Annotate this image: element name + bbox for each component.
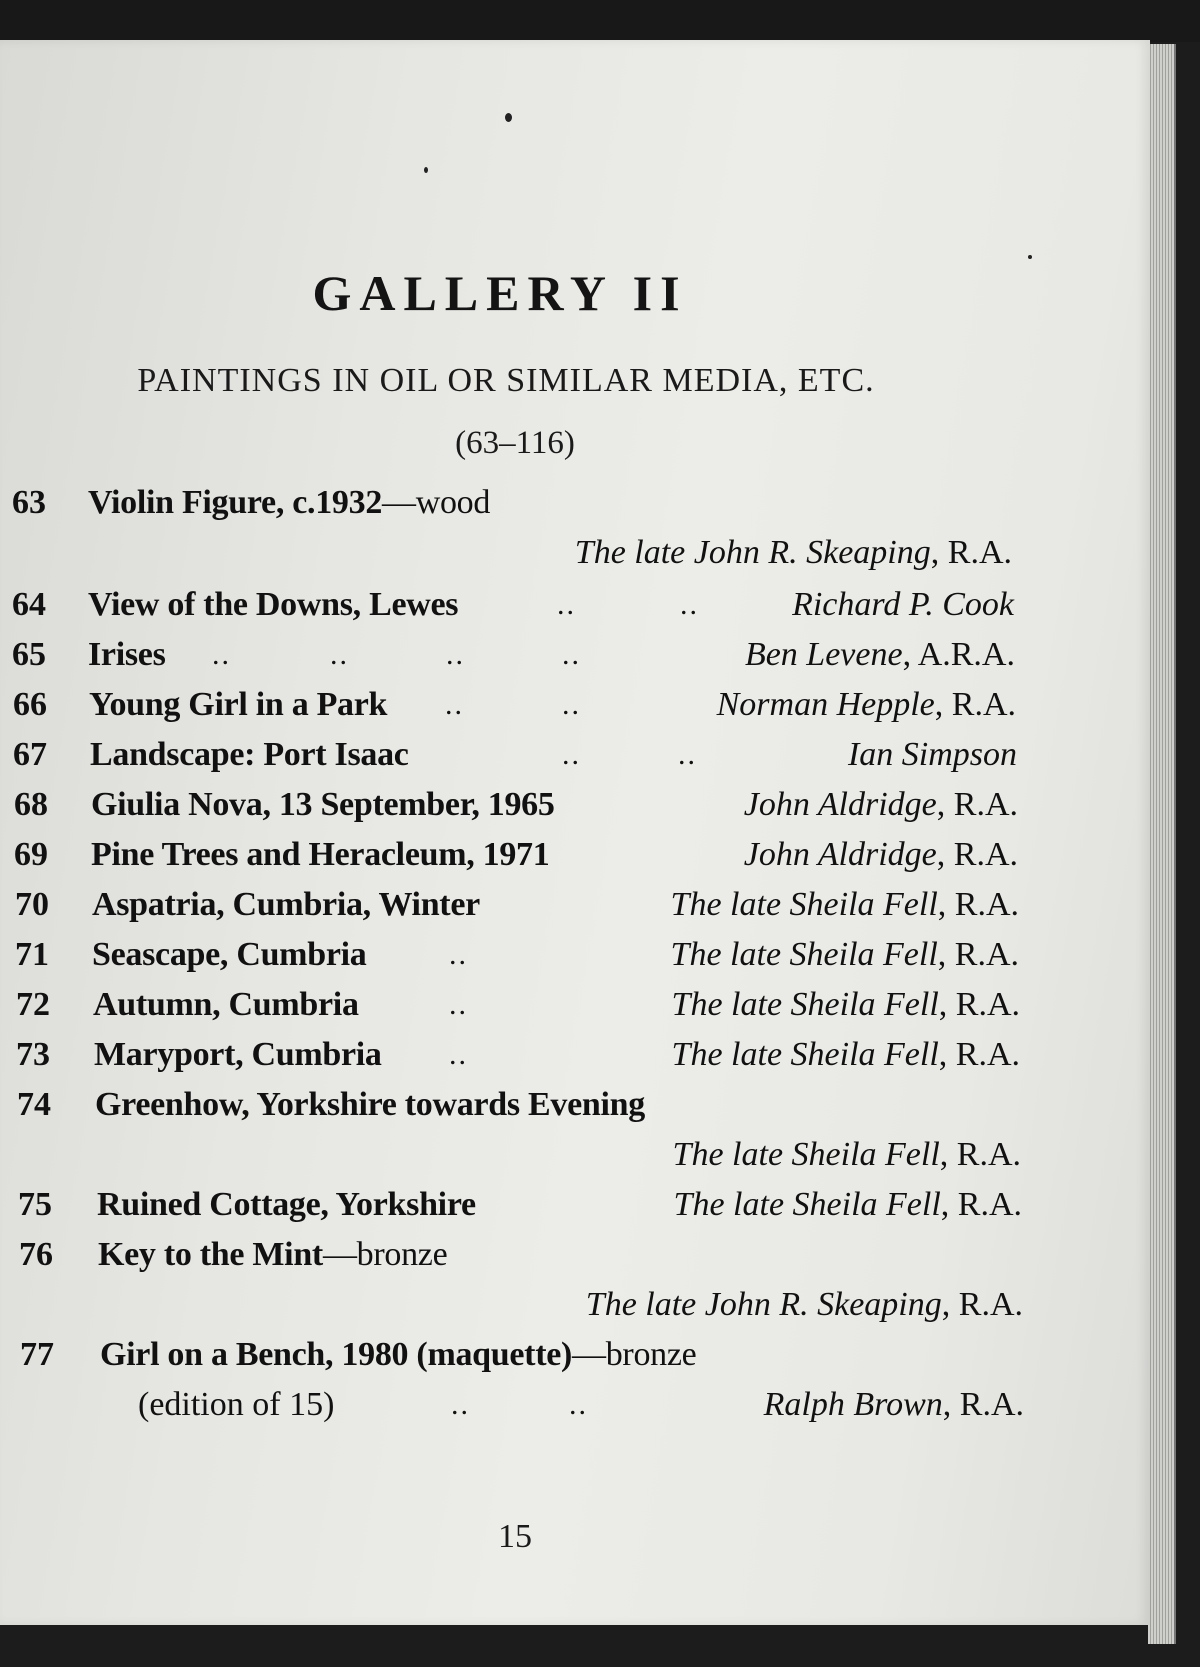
catalogue-entry (12, 585, 1014, 625)
entry-attribution: The late Sheila Fell, R.A. (671, 1036, 1020, 1073)
entry-number: 67 (13, 736, 47, 773)
catalogue-entry (15, 935, 1019, 975)
entry-number: 65 (12, 636, 46, 673)
entry-attribution: The late Sheila Fell, R.A. (671, 986, 1020, 1023)
entry-artist: Richard P. Cook (792, 586, 1014, 623)
catalogue-entry (12, 483, 1012, 523)
entry-artist: The late Sheila Fell (670, 886, 938, 923)
catalogue-entry (13, 685, 1016, 725)
entry-title: Pine Trees and Heracleum, 1971 (91, 836, 550, 873)
entry-number: 72 (16, 986, 50, 1023)
entry-number: 63 (12, 484, 46, 521)
entry-attribution: The late Sheila Fell, R.A. (672, 1136, 1021, 1173)
ink-speck (424, 167, 428, 173)
entry-artist: Ralph Brown (763, 1386, 943, 1423)
entry-number: 71 (15, 936, 49, 973)
leader-dots: .. (678, 738, 697, 771)
catalogue-entry (18, 1185, 1022, 1225)
entry-attribution: The late John R. Skeaping, R.A. (585, 1286, 1023, 1323)
entry-number: 68 (14, 786, 48, 823)
entry-artist: John Aldridge (743, 786, 937, 823)
entry-artist: The late Sheila Fell (672, 1136, 940, 1173)
top-border (0, 0, 1200, 42)
entry-artist: The late John R. Skeaping (574, 534, 931, 571)
leader-dots: .. (562, 638, 581, 671)
catalogue-entry (16, 985, 1020, 1025)
entry-attribution (848, 735, 1017, 775)
entry-artist: The late Sheila Fell (671, 986, 939, 1023)
entry-attribution (792, 585, 1014, 625)
entry-artist: The late Sheila Fell (673, 1186, 941, 1223)
entry-medium: —wood (382, 484, 491, 521)
entry-title: Violin Figure, c.1932—wood (88, 484, 491, 521)
leader-dots: .. (212, 638, 231, 671)
ink-speck (505, 113, 512, 122)
entry-artist: John Aldridge (743, 836, 937, 873)
entry-title: Irises (88, 636, 166, 673)
entry-attribution: Norman Hepple, R.A. (716, 686, 1016, 723)
catalogue-entry (20, 1335, 1024, 1375)
leader-dots: .. (451, 1388, 470, 1421)
entry-artist: The late Sheila Fell (671, 1036, 939, 1073)
entry-number: 74 (17, 1086, 51, 1123)
leader-dots: .. (562, 738, 581, 771)
entry-title: Landscape: Port Isaac (90, 736, 409, 773)
entry-number: 75 (18, 1186, 52, 1223)
leader-dots: .. (449, 988, 468, 1021)
entry-title: Greenhow, Yorkshire towards Evening (95, 1086, 645, 1123)
entry-artist: Ian Simpson (847, 736, 1017, 773)
entry-number: 77 (20, 1336, 54, 1373)
entry-note: (edition of 15) (138, 1386, 335, 1423)
entry-attribution: John Aldridge, R.A. (743, 786, 1018, 823)
leader-dots: .. (680, 588, 699, 621)
page-edges (1148, 44, 1176, 1644)
entry-title: Aspatria, Cumbria, Winter (92, 886, 480, 923)
catalogue-entry-attribution (12, 533, 1012, 573)
entry-number: 70 (15, 886, 49, 923)
entry-attribution: John Aldridge, R.A. (743, 836, 1018, 873)
catalogue-page (0, 40, 1150, 1625)
entry-title: Giulia Nova, 13 September, 1965 (91, 786, 555, 823)
entry-title: Key to the Mint—bronze (98, 1236, 448, 1273)
catalogue-entry-attribution (17, 1135, 1021, 1175)
entry-attribution: The late Sheila Fell, R.A. (670, 886, 1019, 923)
catalogue-range: (63–116) (455, 425, 575, 461)
leader-dots: .. (330, 638, 349, 671)
entry-title: Autumn, Cumbria (93, 986, 359, 1023)
entry-title: Maryport, Cumbria (94, 1036, 382, 1073)
catalogue-entry (16, 1035, 1020, 1075)
catalogue-entry-attribution (20, 1385, 1024, 1425)
entry-attribution: The late Sheila Fell, R.A. (673, 1186, 1022, 1223)
entry-medium: —bronze (322, 1236, 448, 1273)
catalogue-entry (19, 1235, 1023, 1275)
entry-attribution: The late John R. Skeaping, R.A. (574, 534, 1012, 571)
entry-artist: The late Sheila Fell (670, 936, 938, 973)
entry-title: Ruined Cottage, Yorkshire (97, 1186, 476, 1223)
catalogue-entry (12, 635, 1015, 675)
leader-dots: .. (445, 688, 464, 721)
leader-dots: .. (557, 588, 576, 621)
leader-dots: .. (446, 638, 465, 671)
entry-number: 64 (12, 586, 46, 623)
entry-artist: Ben Levene (744, 636, 903, 673)
entry-number: 73 (16, 1036, 50, 1073)
entry-title: Young Girl in a Park (89, 686, 388, 723)
page-number: 15 (498, 1518, 532, 1555)
entry-artist: The late John R. Skeaping (585, 1286, 942, 1323)
gallery-title: GALLERY II (312, 265, 688, 321)
ink-speck (1028, 255, 1032, 259)
section-subtitle: PAINTINGS IN OIL OR SIMILAR MEDIA, ETC. (137, 362, 875, 399)
catalogue-entry (17, 1085, 1021, 1125)
catalogue-entry (15, 885, 1019, 925)
catalogue-entry-attribution (19, 1285, 1023, 1325)
catalogue-entry (14, 785, 1018, 825)
leader-dots: .. (449, 938, 468, 971)
catalogue-entry (14, 835, 1018, 875)
leader-dots: .. (562, 688, 581, 721)
entry-number: 66 (13, 686, 47, 723)
entry-medium: —bronze (572, 1336, 697, 1373)
entry-number: 69 (14, 836, 48, 873)
entry-attribution: Ben Levene, A.R.A. (744, 636, 1015, 673)
leader-dots: .. (449, 1038, 468, 1071)
entry-title: View of the Downs, Lewes (88, 586, 459, 623)
leader-dots: .. (569, 1388, 588, 1421)
entry-number: 76 (19, 1236, 53, 1273)
entry-attribution: Ralph Brown, R.A. (763, 1386, 1024, 1423)
catalogue-entry (13, 735, 1017, 775)
entry-title: Girl on a Bench, 1980 (maquette)—bronze (100, 1336, 697, 1373)
entry-title: Seascape, Cumbria (92, 936, 367, 973)
entry-artist: Norman Hepple (716, 686, 935, 723)
entry-attribution: The late Sheila Fell, R.A. (670, 936, 1019, 973)
